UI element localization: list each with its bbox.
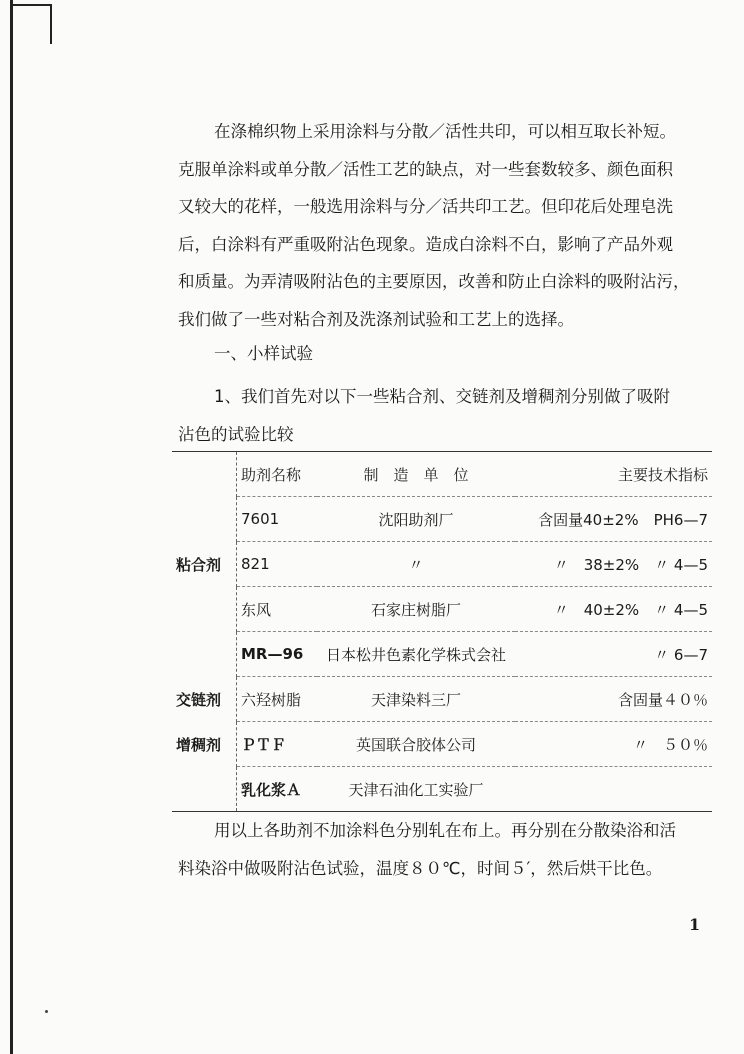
row-unit: 日本松井色素化学株式会社 bbox=[317, 632, 515, 677]
page-corner-stub bbox=[50, 4, 52, 44]
intro-line: 后，白涂料有严重吸附沾色现象。造成白涂料不白，影响了产品外观 bbox=[178, 234, 673, 254]
table-row bbox=[172, 677, 712, 722]
scan-speck bbox=[45, 1010, 48, 1013]
intro-line: 又较大的花样，一般选用涂料与分／活共印工艺。但印花后处理皂洗 bbox=[178, 197, 673, 216]
row-name: 乳化浆Ａ bbox=[237, 767, 318, 812]
table-row bbox=[172, 497, 712, 542]
row-spec bbox=[515, 767, 712, 812]
table-header-row bbox=[172, 452, 712, 497]
table-row bbox=[172, 767, 712, 812]
intro-line: 我们做了一些对粘合剂及洗涤剂试验和工艺上的选择。 bbox=[178, 309, 574, 329]
row-spec: 〃 ５０％ bbox=[515, 722, 712, 767]
row-spec: 〃 40±2% 〃 4—5 bbox=[515, 587, 712, 632]
table-row bbox=[172, 587, 712, 632]
row-category bbox=[172, 767, 237, 812]
row-spec: 含固量40±2% PH6—7 bbox=[515, 497, 712, 542]
page-left-edge bbox=[10, 0, 13, 1054]
header-category-cell bbox=[172, 452, 237, 497]
after-table-line: 用以上各助剂不加涂料色分别轧在布上。再分别在分散染浴和活 bbox=[214, 821, 676, 840]
row-unit: 沈阳助剂厂 bbox=[317, 497, 515, 542]
row-spec: 〃 6—7 bbox=[515, 632, 712, 677]
table-row bbox=[172, 722, 712, 767]
row-category bbox=[172, 587, 237, 632]
row-category bbox=[172, 632, 237, 677]
table-row bbox=[172, 632, 712, 677]
page-top-corner-mark bbox=[10, 4, 52, 6]
row-unit: 天津染料三厂 bbox=[317, 677, 515, 722]
row-unit: 天津石油化工实验厂 bbox=[317, 767, 515, 812]
intro-line: 和质量。为弄清吸附沾色的主要原因，改善和防止白涂料的吸附沾污， bbox=[178, 272, 690, 291]
additive-table bbox=[172, 451, 712, 812]
intro-paragraph bbox=[178, 113, 714, 338]
page-number: 1 bbox=[689, 915, 701, 934]
table-row bbox=[172, 542, 712, 587]
row-name: ＰＴＦ bbox=[237, 722, 318, 767]
intro-line: 在涤棉织物上采用涂料与分散／活性共印，可以相互取长补短。 bbox=[214, 122, 676, 141]
row-category bbox=[172, 497, 237, 542]
header-name: 助剂名称 bbox=[237, 452, 318, 497]
header-spec: 主要技术指标 bbox=[515, 452, 712, 497]
row-spec: 含固量４０％ bbox=[515, 677, 712, 722]
row-unit: 〃 bbox=[317, 542, 515, 587]
row-name: 六羟树脂 bbox=[237, 677, 318, 722]
after-table-line: 料染浴中做吸附沾色试验，温度８０℃，时间５′，然后烘干比色。 bbox=[178, 858, 663, 878]
row-name: 东风 bbox=[237, 587, 318, 632]
row-unit: 英国联合胶体公司 bbox=[317, 722, 515, 767]
row-spec: 〃 38±2% 〃 4—5 bbox=[515, 542, 712, 587]
row-category: 交链剂 bbox=[176, 690, 222, 709]
row-name: MR—96 bbox=[237, 632, 318, 677]
intro-line: 克服单涂料或单分散／活性工艺的缺点，对一些套数较多、颜色面积 bbox=[178, 159, 673, 179]
item1-line: 1、我们首先对以下一些粘合剂、交链剂及增稠剂分别做了吸附 bbox=[214, 387, 670, 406]
row-name: 821 bbox=[237, 542, 318, 587]
item1-paragraph bbox=[178, 378, 714, 453]
item1-line: 沾色的试验比较 bbox=[178, 424, 294, 444]
row-category: 粘合剂 bbox=[176, 555, 222, 574]
row-unit: 石家庄树脂厂 bbox=[317, 587, 515, 632]
after-table-paragraph bbox=[178, 812, 714, 887]
row-category: 增稠剂 bbox=[176, 735, 222, 754]
row-name: 7601 bbox=[237, 497, 318, 542]
header-unit: 制 造 单 位 bbox=[317, 452, 515, 497]
section-heading: 一、小样试验 bbox=[214, 344, 313, 363]
